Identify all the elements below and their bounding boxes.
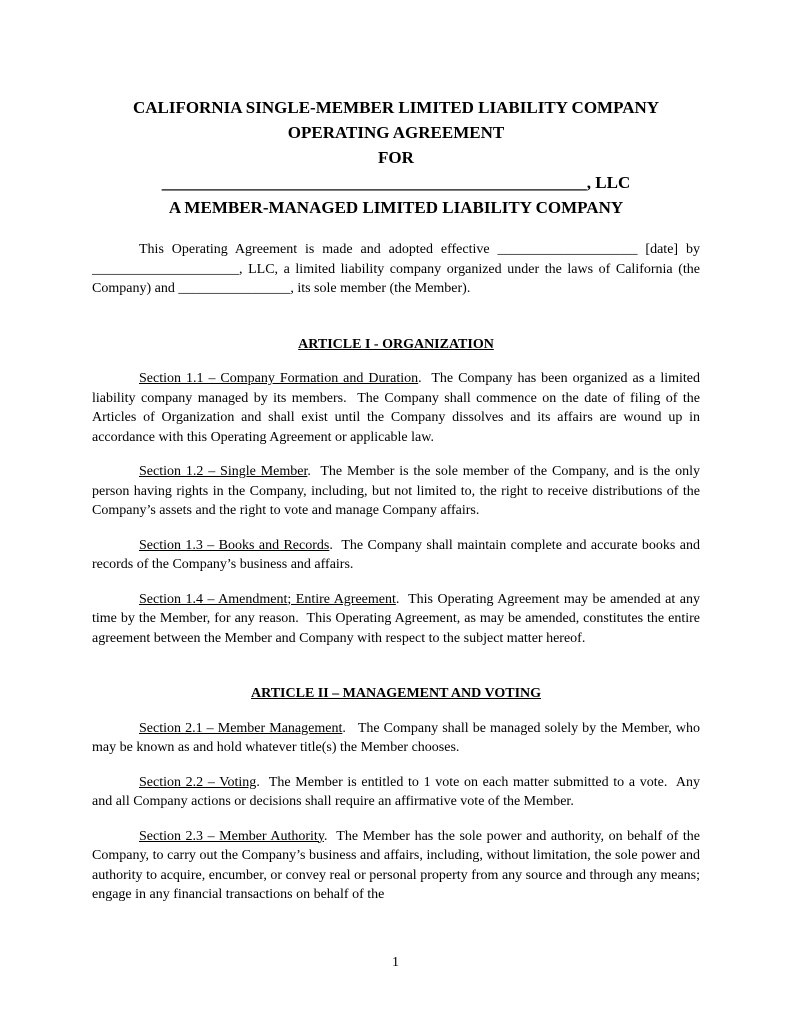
company-name-blank: __________________________________________________ bbox=[161, 173, 587, 192]
company-name-suffix: , LLC bbox=[586, 173, 631, 192]
intro-text-1: This Operating Agreement is made and adopted effective bbox=[139, 242, 498, 257]
section-2-1-paragraph bbox=[92, 719, 700, 758]
document-content bbox=[92, 95, 700, 920]
intro-paragraph bbox=[92, 240, 700, 299]
section-1-2-body: . The Member is the sole member of the Company, and is the only person having rights in the Company, including, but not limited to, the right to receive distributions of the Company’s assets and the right to vote and manage Company affairs. bbox=[92, 464, 700, 518]
title-line-1: CALIFORNIA SINGLE-MEMBER LIMITED LIABILITY COMPANY bbox=[132, 98, 660, 117]
title-line-2: OPERATING AGREEMENT bbox=[287, 123, 505, 142]
section-1-1-body: . The Company has been organized as a limited liability company managed by its members. The Company shall commence on the date of filing of the Articles of Organization and shall exist until the Company dissolves and its affairs are wound up in accordance with this Operating Agreement or applicable law. bbox=[92, 371, 700, 445]
section-1-2-paragraph bbox=[92, 462, 700, 521]
section-1-4-label: Section 1.4 – Amendment; Entire Agreement bbox=[139, 591, 396, 607]
document-title-block bbox=[92, 95, 700, 220]
section-1-2-label: Section 1.2 – Single Member bbox=[139, 464, 308, 479]
section-1-3-label: Section 1.3 – Books and Records bbox=[139, 537, 330, 553]
intro-text-2: [date] by bbox=[637, 242, 700, 257]
effective-date-blank: ____________________ bbox=[497, 242, 638, 257]
section-2-2-label: Section 2.2 – Voting bbox=[139, 774, 257, 790]
section-1-3-body: . The Company shall maintain complete and accurate books and records of the Company’s business and affairs. bbox=[92, 537, 700, 572]
intro-text-4: , its sole member (the Member). bbox=[290, 281, 471, 296]
section-2-3-body: . The Member has the sole power and authority, on behalf of the Company, to carry out the Company’s business and affairs, including, without limitation, the sole power and authority to acquire, encumber, or convey real or personal property from any source and through any means; engage in any financial transactions on behalf of the bbox=[92, 828, 701, 902]
page-number: 1 bbox=[392, 955, 399, 970]
title-line-5: A MEMBER-MANAGED LIMITED LIABILITY COMPANY bbox=[168, 198, 624, 217]
section-2-3-label: Section 2.3 – Member Authority bbox=[139, 828, 324, 844]
section-2-1-label: Section 2.1 – Member Management bbox=[139, 720, 343, 736]
section-1-3-paragraph bbox=[92, 536, 700, 575]
company-name-line bbox=[92, 170, 700, 195]
section-2-2-paragraph bbox=[92, 773, 700, 812]
section-2-3-paragraph bbox=[92, 827, 700, 905]
section-2-2-body: . The Member is entitled to 1 vote on each matter submitted to a vote. Any and all Company actions or decisions shall require an affirmative vote of the Member. bbox=[92, 774, 700, 809]
section-1-4-body: . This Operating Agreement may be amended at any time by the Member, for any reason. This Operating Agreement, as may be amended, constitutes the entire agreement between the Member and Company with respect to the subject matter hereof. bbox=[92, 591, 700, 646]
intro-text-3: , LLC, a limited liability company organized under the laws of California (the Company) and bbox=[92, 261, 700, 296]
section-1-1-label: Section 1.1 – Company Formation and Duration bbox=[139, 371, 419, 386]
section-2-1-body: . The Company shall be managed solely by the Member, who may be known as and hold whatever title(s) the Member chooses. bbox=[92, 720, 700, 755]
company-blank: _____________________ bbox=[92, 261, 239, 277]
article-1-heading: ARTICLE I - ORGANIZATION bbox=[298, 336, 494, 352]
section-1-1-paragraph bbox=[92, 369, 700, 447]
title-line-3: FOR bbox=[378, 148, 414, 167]
section-1-4-paragraph bbox=[92, 590, 700, 649]
member-name-blank: ________________ bbox=[178, 281, 291, 296]
article-2-heading: ARTICLE II – MANAGEMENT AND VOTING bbox=[250, 686, 542, 701]
